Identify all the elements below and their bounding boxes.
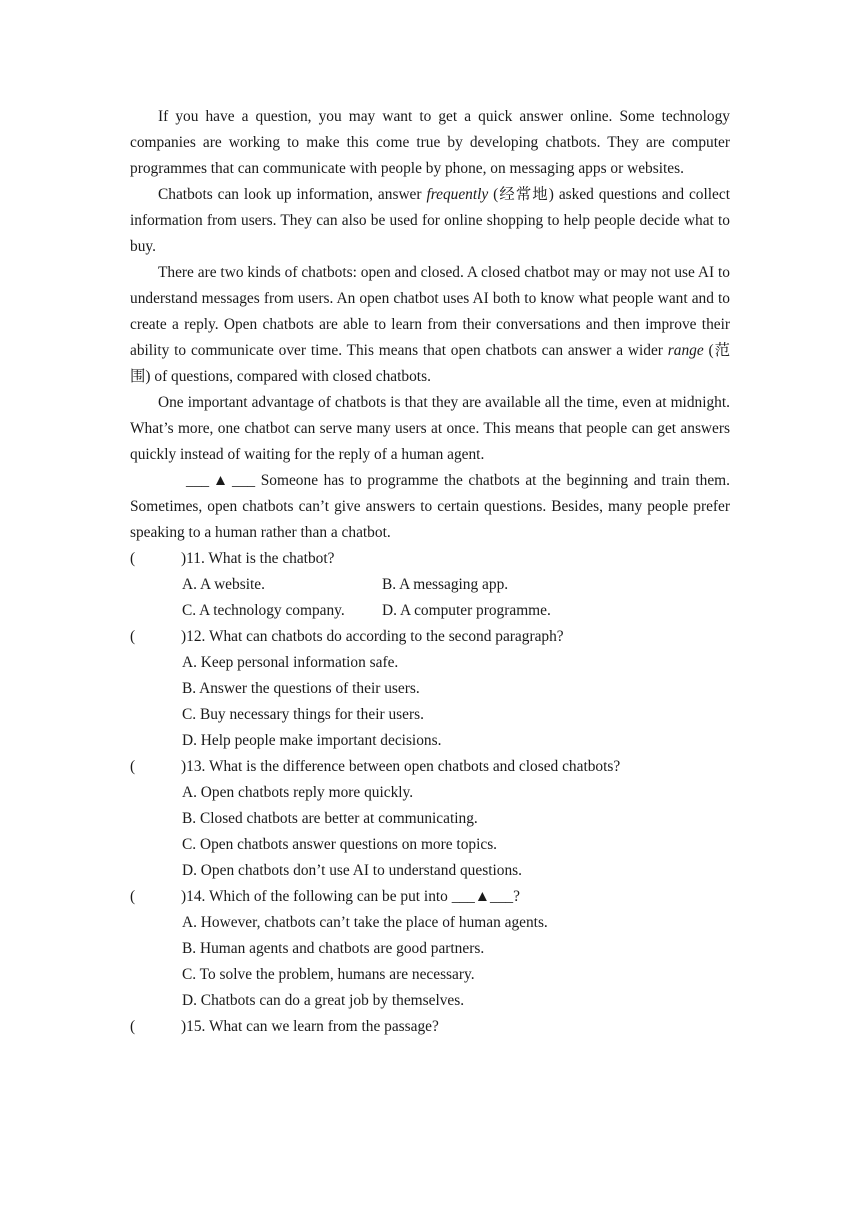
question-15 xyxy=(130,1014,730,1040)
option-c: C. Buy necessary things for their users. xyxy=(182,706,424,723)
answer-bracket-15[interactable]: ( xyxy=(130,1018,136,1035)
bracket-close: ) xyxy=(181,888,187,905)
option-b: B. Answer the questions of their users. xyxy=(182,680,420,697)
paragraph-5-text: Someone has to programme the chatbots at the beginning and train them. Sometimes, open chatbots can’t give answers to certain questions. Besides, many people prefer speaking to a human rather than a chatbot. xyxy=(130,472,730,541)
option-c: C. To solve the problem, humans are necessary. xyxy=(182,966,475,983)
paragraph-2-text-start: Chatbots can look up information, answer xyxy=(158,186,427,203)
paragraph-3 xyxy=(130,260,730,390)
option-b: B. A messaging app. xyxy=(382,576,509,593)
bracket-close: ) xyxy=(181,628,187,645)
option-c: C. A technology company. xyxy=(182,602,345,619)
vocab-gloss-range: (范围) xyxy=(130,342,730,385)
paragraph-1-text: If you have a question, you may want to get a quick answer online. Some technology companies are working to make this come true by developing chatbots. They are computer programmes that can communicate with people by phone, on messaging apps or websites. xyxy=(130,108,730,177)
answer-bracket-11[interactable]: ( xyxy=(130,550,136,567)
bracket-close: ) xyxy=(181,1018,187,1035)
vocab-word-frequently: frequently xyxy=(426,186,489,203)
answer-bracket-13[interactable]: ( xyxy=(130,758,136,775)
paragraph-2 xyxy=(130,182,730,260)
answer-blank[interactable]: ___ ▲ ___ xyxy=(186,472,256,489)
bracket-close: ) xyxy=(181,550,187,567)
paragraph-4 xyxy=(130,390,730,468)
options-row xyxy=(182,598,730,624)
question-14-text: 14. Which of the following can be put into ___▲___? xyxy=(186,888,520,905)
question-13-text: 13. What is the difference between open chatbots and closed chatbots? xyxy=(186,758,621,775)
question-11 xyxy=(130,546,730,572)
option-d: D. Open chatbots don’t use AI to understand questions. xyxy=(182,862,522,879)
question-12 xyxy=(130,624,730,650)
question-15-text: 15. What can we learn from the passage? xyxy=(186,1018,439,1035)
option-a: A. Keep personal information safe. xyxy=(182,654,399,671)
option-d: D. Help people make important decisions. xyxy=(182,732,442,749)
option-a: A. Open chatbots reply more quickly. xyxy=(182,784,414,801)
options-row xyxy=(182,572,730,598)
paragraph-4-text: One important advantage of chatbots is that they are available all the time, even at midnight. What’s more, one chatbot can serve many users at once. This means that people can get answers quickly instead of waiting for the reply of a human agent. xyxy=(130,394,730,463)
question-12-text: 12. What can chatbots do according to the second paragraph? xyxy=(186,628,564,645)
vocab-word-range: range xyxy=(667,342,704,359)
option-b: B. Closed chatbots are better at communicating. xyxy=(182,810,478,827)
answer-bracket-12[interactable]: ( xyxy=(130,628,136,645)
question-13 xyxy=(130,754,730,780)
exam-page xyxy=(130,104,730,1040)
option-b: B. Human agents and chatbots are good partners. xyxy=(182,940,485,957)
option-a: A. A website. xyxy=(182,576,265,593)
bracket-close: ) xyxy=(181,758,187,775)
paragraph-3-text-end: of questions, compared with closed chatbots. xyxy=(154,368,431,385)
paragraph-3-text-start: There are two kinds of chatbots: open and closed. A closed chatbot may or may not use AI to understand messages from users. An open chatbot uses AI both to know what people want and to create a reply. Open chatbots are able to learn from their conversations and then improve their ability to communicate over time. This means that open chatbots can answer a wider xyxy=(130,264,730,359)
question-14 xyxy=(130,884,730,910)
paragraph-5 xyxy=(130,468,730,546)
paragraph-1 xyxy=(130,104,730,182)
vocab-gloss-frequently: (经常地) xyxy=(488,186,559,203)
answer-bracket-14[interactable]: ( xyxy=(130,888,136,905)
option-c: C. Open chatbots answer questions on more topics. xyxy=(182,836,498,853)
question-11-text: 11. What is the chatbot? xyxy=(186,550,335,567)
option-d: D. Chatbots can do a great job by themselves. xyxy=(182,992,465,1009)
option-a: A. However, chatbots can’t take the place of human agents. xyxy=(182,914,548,931)
paragraph-2-text-end: asked questions and collect information from users. They can also be used for online shopping to help people decide what to buy. xyxy=(130,186,730,255)
option-d: D. A computer programme. xyxy=(382,602,551,619)
